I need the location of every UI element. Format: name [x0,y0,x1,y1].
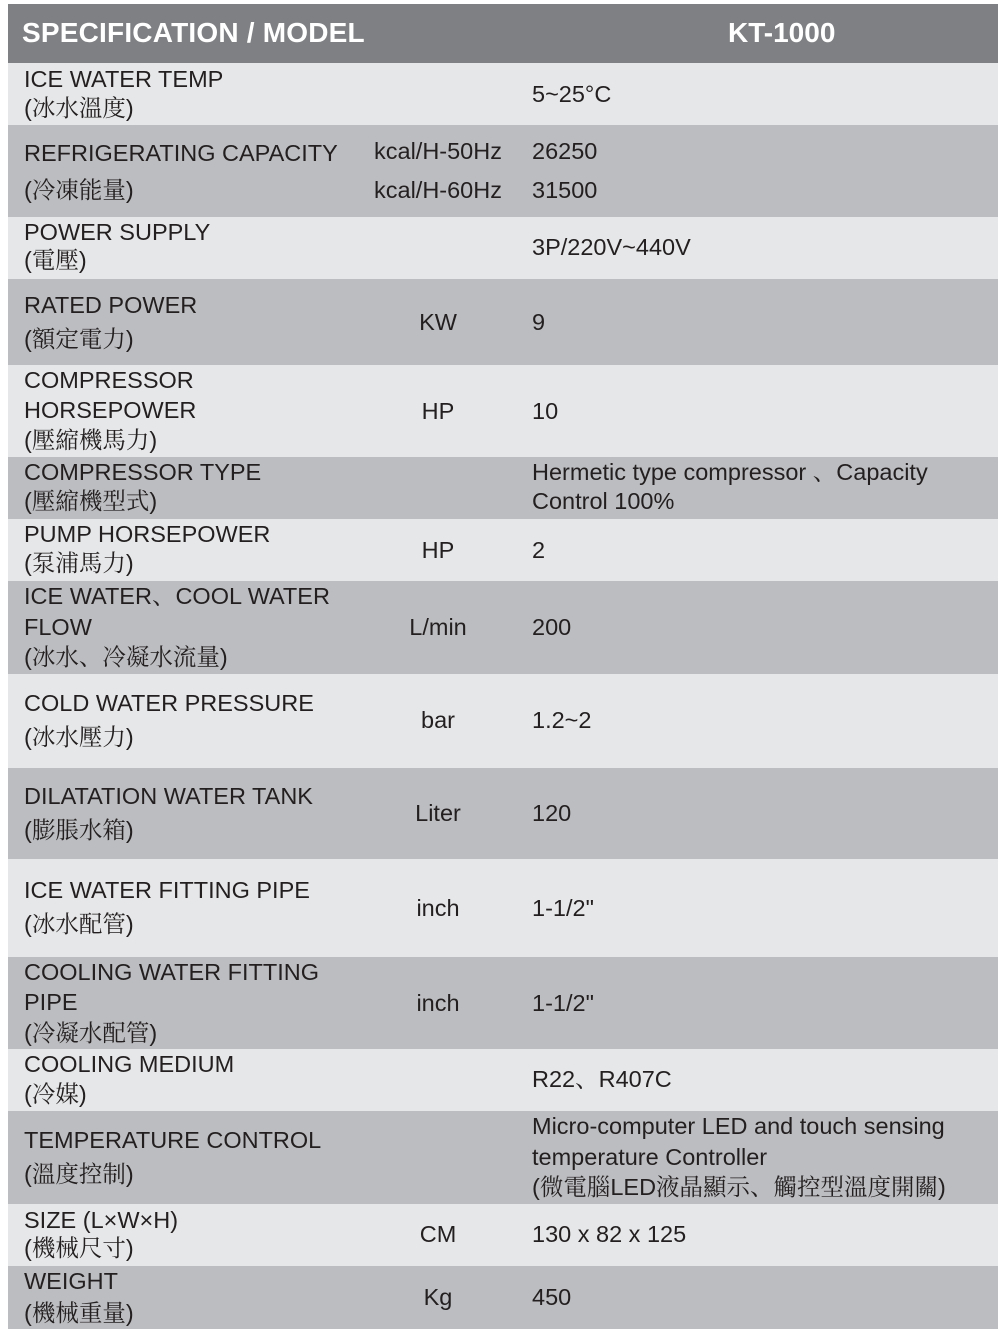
row-value: 9 [532,309,546,335]
row-pump-horsepower [8,519,998,581]
row-label-en: SIZE (L×W×H) [24,1207,179,1233]
row-label-en: ICE WATER TEMP [24,66,224,92]
row-rated-power [8,279,998,365]
row-compressor-type [8,457,998,519]
row-size [8,1204,998,1266]
row-dilatation-water-tank [8,768,998,859]
row-value-line2: Control 100% [532,488,675,514]
row-cooling-water-fitting-pipe [8,957,998,1049]
row-label-en: POWER SUPPLY [24,219,211,245]
row-label-en-line2: HORSEPOWER [24,397,197,423]
row-unit: Kg [423,1284,453,1310]
row-label-zh: (電壓) [24,247,87,273]
row-label-zh: (溫度控制) [24,1161,134,1187]
row-label-zh: (冷凍能量) [24,177,134,203]
row-label-en: TEMPERATURE CONTROL [24,1127,322,1153]
row-label-en-line1: COMPRESSOR [24,367,194,393]
row-label-zh: (冰水配管) [24,911,134,937]
row-unit: inch [416,895,460,921]
row-unit: bar [421,707,455,733]
row-temperature-control [8,1111,998,1204]
row-label-en: REFRIGERATING CAPACITY [24,140,338,166]
row-value-60hz: 31500 [532,177,598,203]
row-value: 200 [532,614,572,640]
row-label-en: ICE WATER FITTING PIPE [24,877,310,903]
spec-model-heading: SPECIFICATION / MODEL [22,17,365,48]
row-label-zh: (膨脹水箱) [24,817,134,843]
row-value: 3P/220V~440V [532,234,691,260]
row-value: 2 [532,537,546,563]
row-label-zh: (冷媒) [24,1081,87,1107]
row-unit: KW [419,309,457,335]
row-label-zh: (壓縮機馬力) [24,427,158,453]
row-label-zh: (額定電力) [24,326,134,352]
row-value: 1.2~2 [532,707,592,733]
row-unit: CM [419,1221,457,1247]
row-label-zh: (機械重量) [24,1300,134,1326]
row-unit: inch [416,990,460,1016]
row-cold-water-pressure [8,674,998,768]
row-weight [8,1266,998,1329]
row-cooling-medium [8,1049,998,1111]
row-unit: L/min [409,614,467,640]
row-unit: HP [421,398,455,424]
row-value-line1: Micro-computer LED and touch sensing [532,1113,945,1139]
row-label-zh: (冰水溫度) [24,95,134,121]
row-value-line2: temperature Controller [532,1144,768,1170]
row-power-supply [8,217,998,279]
row-label-en: WEIGHT [24,1268,118,1294]
row-compressor-horsepower [8,365,998,457]
row-unit: Liter [415,800,461,826]
model-name: KT-1000 [728,17,836,48]
row-label-zh: (冷凝水配管) [24,1020,158,1046]
spec-table [8,4,998,1329]
row-value: 5~25°C [532,81,612,107]
row-unit: HP [421,537,455,563]
row-value-50hz: 26250 [532,138,598,164]
row-label-zh: (機械尺寸) [24,1235,134,1261]
row-value: 1-1/2" [532,895,594,921]
row-ice-water-fitting-pipe [8,859,998,957]
row-label-en: COMPRESSOR TYPE [24,459,262,485]
row-label-en-line1: ICE WATER、COOL WATER [24,583,330,609]
row-refrigerating-capacity [8,125,998,217]
row-label-zh: (冰水、冷凝水流量) [24,644,228,670]
row-label-en: COLD WATER PRESSURE [24,690,314,716]
row-label-en: COOLING MEDIUM [24,1051,235,1077]
row-label-en: DILATATION WATER TANK [24,783,313,809]
row-value: R22、R407C [532,1066,672,1092]
row-value-line3: (微電腦LED液晶顯示、觸控型溫度開關) [532,1174,946,1200]
row-label-en-line2: PIPE [24,989,78,1015]
row-ice-water-temp [8,63,998,125]
row-label-en: RATED POWER [24,292,198,318]
row-label-en: PUMP HORSEPOWER [24,521,271,547]
row-label-zh: (泵浦馬力) [24,550,134,576]
row-label-en-line2: FLOW [24,614,92,640]
row-unit-50hz: kcal/H-50Hz [374,138,502,164]
row-label-en-line1: COOLING WATER FITTING [24,959,320,985]
row-value: 1-1/2" [532,990,594,1016]
row-value: 450 [532,1284,572,1310]
row-value: 10 [532,398,559,424]
row-value-line1: Hermetic type compressor 、Capacity [532,459,928,485]
row-value: 130 x 82 x 125 [532,1221,687,1247]
row-label-zh: (壓縮機型式) [24,488,158,514]
row-water-flow [8,581,998,674]
row-label-zh: (冰水壓力) [24,724,134,750]
row-value: 120 [532,800,572,826]
table-header [8,4,998,63]
row-unit-60hz: kcal/H-60Hz [374,177,502,203]
